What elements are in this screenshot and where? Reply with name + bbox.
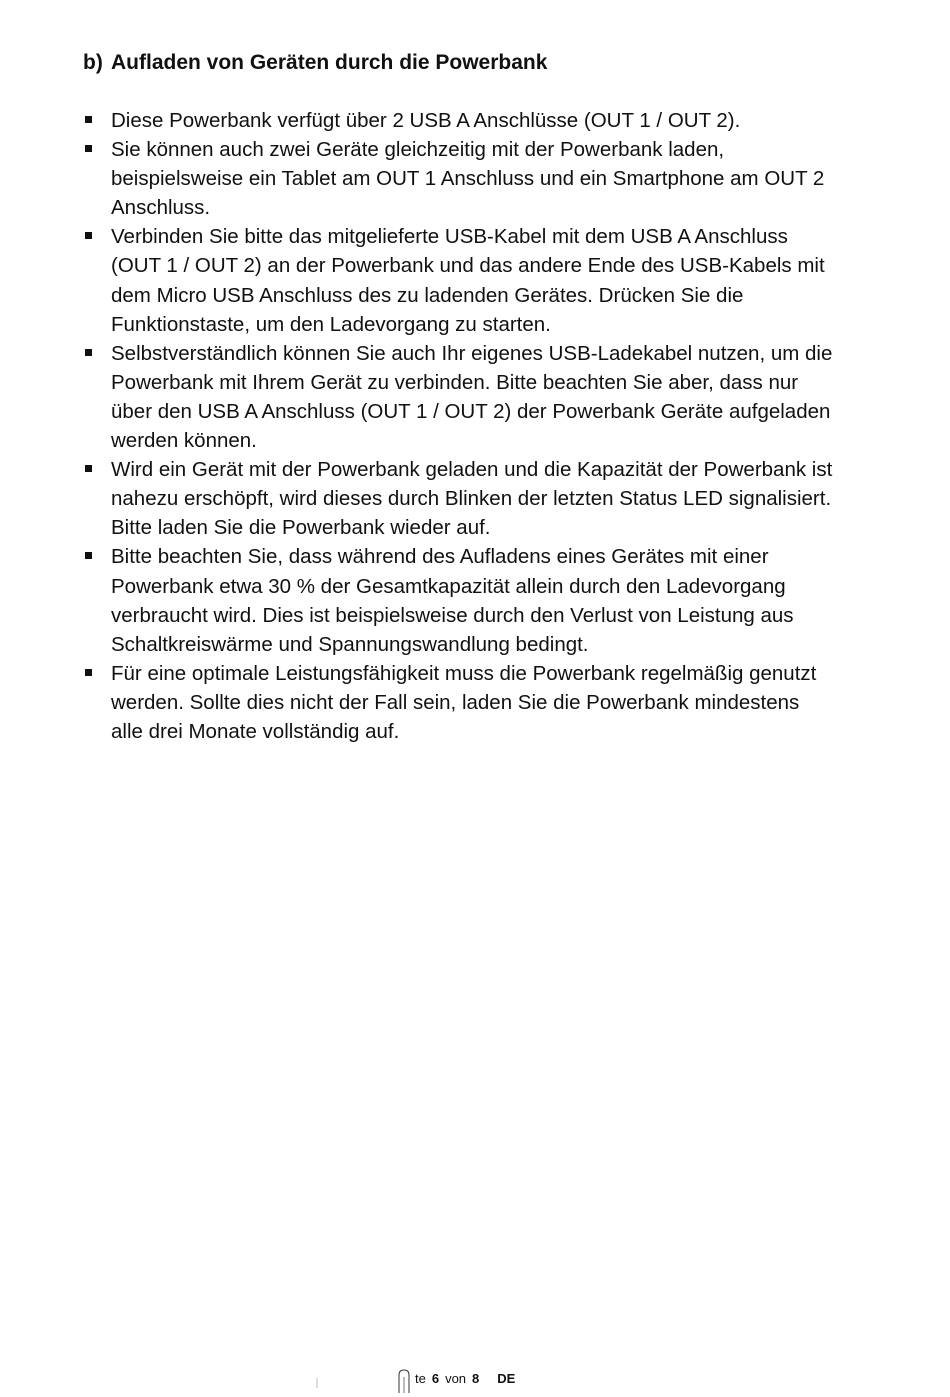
- square-bullet-icon: [85, 116, 92, 123]
- page-mark-icon: [397, 1369, 411, 1393]
- list-item-text: Bitte beachten Sie, dass während des Aufladens eines Gerätes mit einer Powerbank etwa 30 % der Gesamtkapazität allein durch den Ladevorgang verbraucht wird. Dies ist beispielsweise durch den Verlust von Leistung aus Schaltkreiswärme und Spannungswandlung bedingt.: [111, 545, 794, 656]
- section-heading: [83, 48, 547, 77]
- footer-separator: von: [445, 1370, 467, 1386]
- square-bullet-icon: [85, 145, 92, 152]
- square-bullet-icon: [85, 552, 92, 559]
- square-bullet-icon: [85, 232, 92, 239]
- list-item: [83, 106, 833, 135]
- page-number: 6: [431, 1370, 440, 1386]
- square-bullet-icon: [85, 669, 92, 676]
- list-item-text: Diese Powerbank verfügt über 2 USB A Anschlüsse (OUT 1 / OUT 2).: [111, 109, 741, 132]
- list-item-text: Sie können auch zwei Geräte gleichzeitig mit der Powerbank laden, beispielsweise ein Tablet am OUT 1 Anschluss und ein Smartphone am OUT 2 Anschluss.: [111, 138, 825, 220]
- list-item: [83, 455, 833, 542]
- list-item-text: Verbinden Sie bitte das mitgelieferte USB-Kabel mit dem USB A Anschluss (OUT 1 / OUT 2) an der Powerbank und das andere Ende des USB-Kabels mit dem Micro USB Anschluss des zu ladenden Gerätes. Drücken Sie die Funktionstaste, um den Ladevorgang zu starten.: [111, 225, 825, 336]
- list-item-text: Wird ein Gerät mit der Powerbank geladen und die Kapazität der Powerbank ist nahezu erschöpft, wird dieses durch Blinken der letzten Status LED signalisiert. Bitte laden Sie die Powerbank wieder auf.: [111, 458, 833, 540]
- list-item: [83, 339, 833, 455]
- scan-artifact: [316, 1378, 318, 1388]
- list-item-text: Selbstverständlich können Sie auch Ihr eigenes USB-Ladekabel nutzen, um die Powerbank mit Ihrem Gerät zu verbinden. Bitte beachten Sie aber, dass nur über den USB A Anschluss (OUT 1 / OUT 2) der Powerbank Geräte aufgeladen werden können.: [111, 341, 833, 453]
- section-title: Aufladen von Geräten durch die Powerbank: [111, 51, 548, 74]
- language-code: DE: [497, 1370, 516, 1386]
- page-total: 8: [472, 1370, 480, 1386]
- list-item-text: Für eine optimale Leistungsfähigkeit muss die Powerbank regelmäßig genutzt werden. Sollte dies nicht der Fall sein, laden Sie die Powerbank mindestens alle drei Monate vollständig auf.: [111, 661, 817, 743]
- square-bullet-icon: [85, 465, 92, 472]
- footer-prefix: te: [415, 1370, 426, 1386]
- list-item: [83, 135, 833, 222]
- list-item: [83, 542, 833, 658]
- list-item: [83, 659, 833, 746]
- square-bullet-icon: [85, 349, 92, 356]
- bullet-list: [83, 106, 833, 746]
- page-footer: [397, 1367, 515, 1389]
- list-item: [83, 222, 833, 338]
- section-label: b): [83, 51, 103, 74]
